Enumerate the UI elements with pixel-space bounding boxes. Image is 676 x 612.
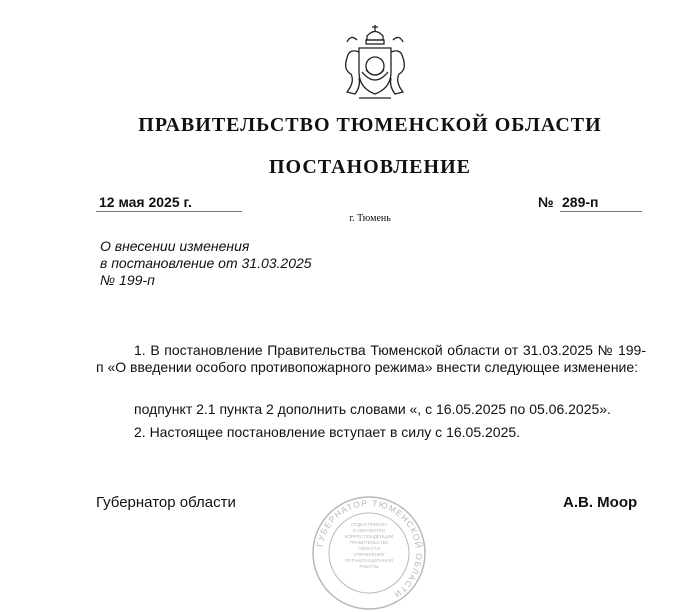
document-city: г. Тюмень — [349, 213, 391, 224]
paragraph-2: 2. Настоящее постановление вступает в силу с 16.05.2025. — [134, 424, 521, 440]
document-date: 12 мая 2025 г. — [96, 194, 242, 212]
subject-line: О внесении изменения — [100, 238, 250, 254]
document-number-label: № — [538, 194, 554, 210]
svg-text:ОРГАНИЗАЦИОННОЙ: ОРГАНИЗАЦИОННОЙ — [344, 558, 394, 563]
svg-text:КОРРЕСПОНДЕНЦИИ: КОРРЕСПОНДЕНЦИИ — [344, 534, 394, 539]
organization-title: ПРАВИТЕЛЬСТВО ТЮМЕНСКОЙ ОБЛАСТИ — [138, 114, 602, 136]
tyumen-region-coat-of-arms-icon — [329, 22, 421, 110]
svg-text:РАБОТЫ: РАБОТЫ — [359, 564, 379, 569]
paragraph-1-text: 1. В постановление Правительства Тюменской области от 31.03.2025 № 199-п «О введении особого противопожарного режима» внести следующее изменение: — [96, 342, 646, 375]
signer-name: А.В. Моор — [563, 494, 638, 511]
svg-text:ПРАВИТЕЛЬСТВА: ПРАВИТЕЛЬСТВА — [349, 540, 389, 545]
svg-text:ОТДЕЛ ПРИЕМА: ОТДЕЛ ПРИЕМА — [350, 522, 388, 527]
subject-line: в постановление от 31.03.2025 — [100, 255, 312, 271]
document-subject — [100, 238, 312, 289]
document-number: 289-п — [560, 194, 642, 212]
document-type-title: ПОСТАНОВЛЕНИЕ — [269, 156, 471, 178]
paragraph-1-subitem: подпункт 2.1 пункта 2 дополнить словами «, с 16.05.2025 по 05.06.2025». — [134, 401, 611, 417]
government-round-seal-icon — [310, 494, 428, 612]
signer-position: Губернатор области — [96, 494, 236, 511]
svg-text:УПРАВЛЕНИЕ: УПРАВЛЕНИЕ — [353, 552, 385, 557]
svg-text:И ОБРАБОТКИ: И ОБРАБОТКИ — [352, 528, 386, 533]
svg-text:ОБЛАСТИ: ОБЛАСТИ — [358, 546, 380, 551]
paragraph-1 — [96, 342, 646, 376]
svg-text:ГУБЕРНАТОР ТЮМЕНСКОЙ ОБЛАСТИ: ГУБЕРНАТОР ТЮМЕНСКОЙ ОБЛАСТИ — [314, 497, 425, 601]
subject-line: № 199-п — [100, 272, 155, 288]
